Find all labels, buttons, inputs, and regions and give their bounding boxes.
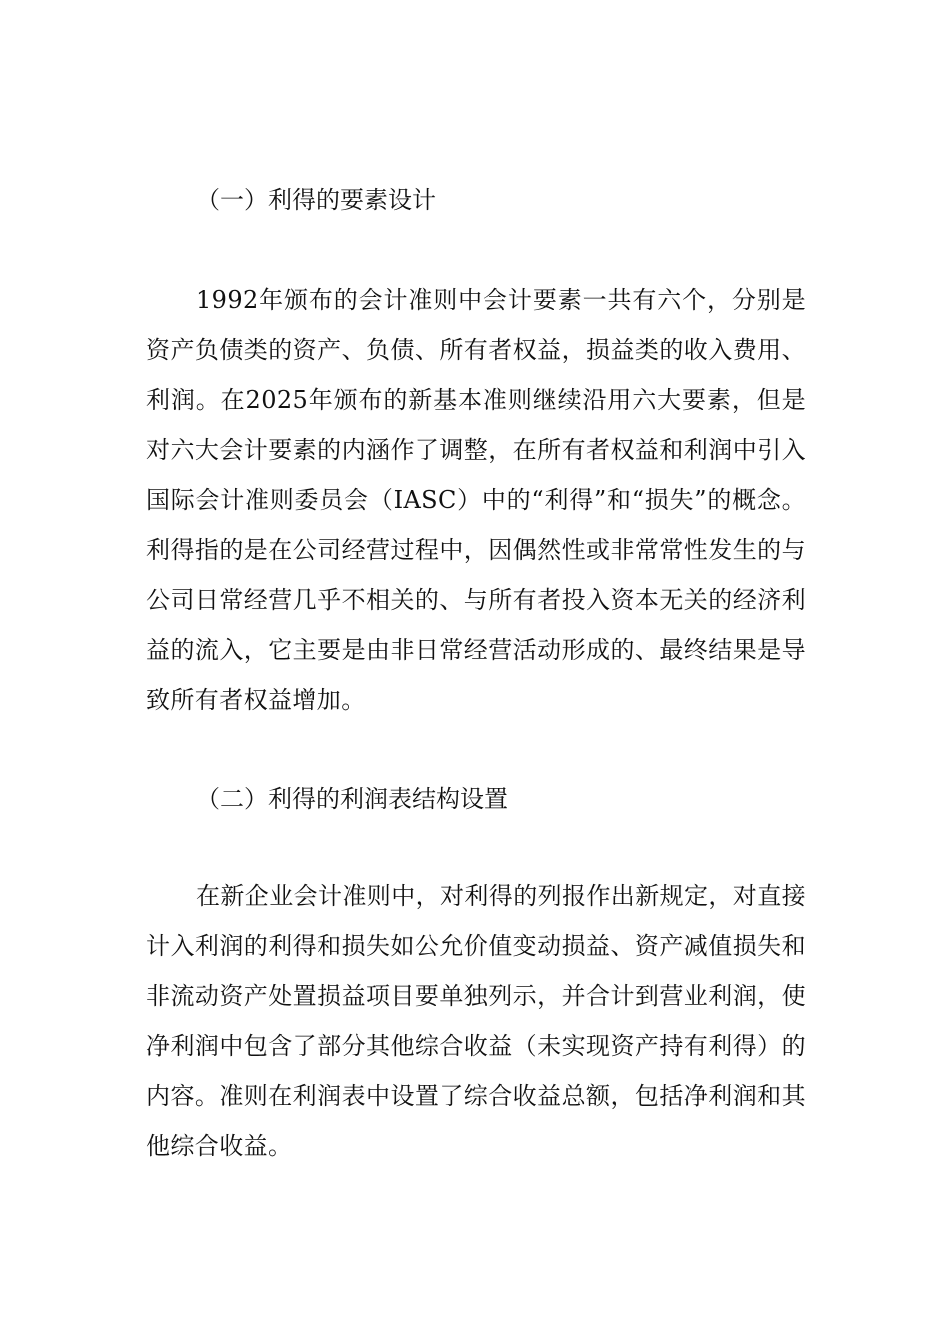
section-paragraph-1: 1992年颁布的会计准则中会计要素一共有六个，分别是资产负债类的资产、负债、所有者权益，损益类的收入费用、利润。在2025年颁布的新基本准则继续沿用六大要素，但是对六大会计要素的内涵作了调整，在所有者权益和利润中引入国际会计准则委员会（IASC）中的“利得”和“损失”的概念。利得指的是在公司经营过程中，因偶然性或非常常性发生的与公司日常经营几乎不相关的、与所有者投入资本无关的经济利益的流入，它主要是由非日常经营活动形成的、最终结果是导致所有者权益增加。 [146, 286, 806, 714]
section-heading-2: （二）利得的利润表结构设置 [196, 785, 508, 813]
section-heading-1: （一）利得的要素设计 [196, 186, 436, 214]
section-paragraph-2: 在新企业会计准则中，对利得的列报作出新规定，对直接计入利润的利得和损失如公允价值变动损益、资产减值损失和非流动资产处置损益项目要单独列示，并合计到营业利润，使净利润中包含了部分其他综合收益（未实现资产持有利得）的内容。准则在利润表中设置了综合收益总额，包括净利润和其他综合收益。 [146, 882, 806, 1160]
